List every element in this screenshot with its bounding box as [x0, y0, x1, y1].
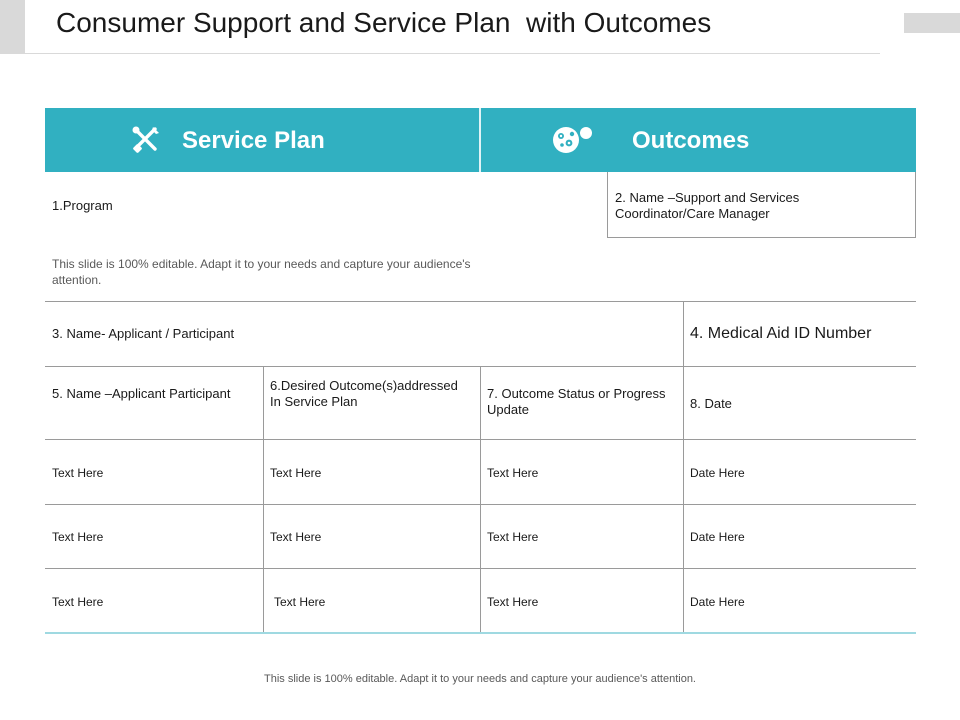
program-label: 1.Program [52, 198, 113, 213]
table-cell: Text Here [52, 466, 104, 480]
table-cell: Text Here [270, 530, 322, 544]
table-cell: Text Here [487, 530, 539, 544]
tools-icon [130, 124, 162, 156]
row-divider-4 [45, 504, 916, 505]
row-divider-5 [45, 568, 916, 569]
service-plan-label: Service Plan [182, 127, 325, 154]
column-divider-3 [683, 366, 684, 633]
applicant-label: 3. Name- Applicant / Participant [52, 326, 235, 341]
gears-bubble-icon [551, 122, 597, 156]
row-divider-1 [45, 301, 916, 302]
table-cell: Text Here [274, 595, 326, 609]
service-plan-header [45, 108, 479, 172]
applicant-divider [683, 301, 684, 367]
left-accent-bar [0, 0, 25, 54]
page-title: Consumer Support and Service Plan with Outcomes [56, 7, 712, 38]
coordinator-bottom-border [607, 237, 916, 238]
table-cell: Date Here [690, 466, 745, 480]
right-accent-bar [904, 13, 960, 33]
coordinator-label: 2. Name –Support and Services Coordinator/Care Manager [615, 190, 800, 221]
editable-note: This slide is 100% editable. Adapt it to your needs and capture your audience's attention. [52, 257, 471, 287]
col-header-applicant: 5. Name –Applicant Participant [52, 386, 231, 401]
outcomes-header [481, 108, 916, 172]
table-cell: Date Here [690, 530, 745, 544]
table-cell: Text Here [487, 595, 539, 609]
title-divider [25, 53, 880, 54]
table-cell: Text Here [52, 530, 104, 544]
coordinator-right-border [915, 172, 916, 238]
footer-note: This slide is 100% editable. Adapt it to your needs and capture your audience's attention. [264, 673, 696, 685]
row-divider-3 [45, 439, 916, 440]
program-divider [607, 172, 608, 238]
col-header-outcome-status: 7. Outcome Status or Progress Update [487, 386, 666, 417]
table-cell: Text Here [52, 595, 104, 609]
column-divider-2 [480, 366, 481, 633]
col-header-date: 8. Date [690, 396, 732, 411]
table-header-band [45, 108, 916, 172]
outcomes-label: Outcomes [632, 127, 750, 154]
table-bottom-rule [45, 632, 916, 634]
table-cell: Date Here [690, 595, 745, 609]
col-header-desired-outcome: 6.Desired Outcome(s)addressed In Service Plan [270, 378, 458, 409]
column-divider-1 [263, 366, 264, 633]
medical-aid-label: 4. Medical Aid ID Number [690, 325, 872, 342]
table-cell: Text Here [487, 466, 539, 480]
table-cell: Text Here [270, 466, 322, 480]
